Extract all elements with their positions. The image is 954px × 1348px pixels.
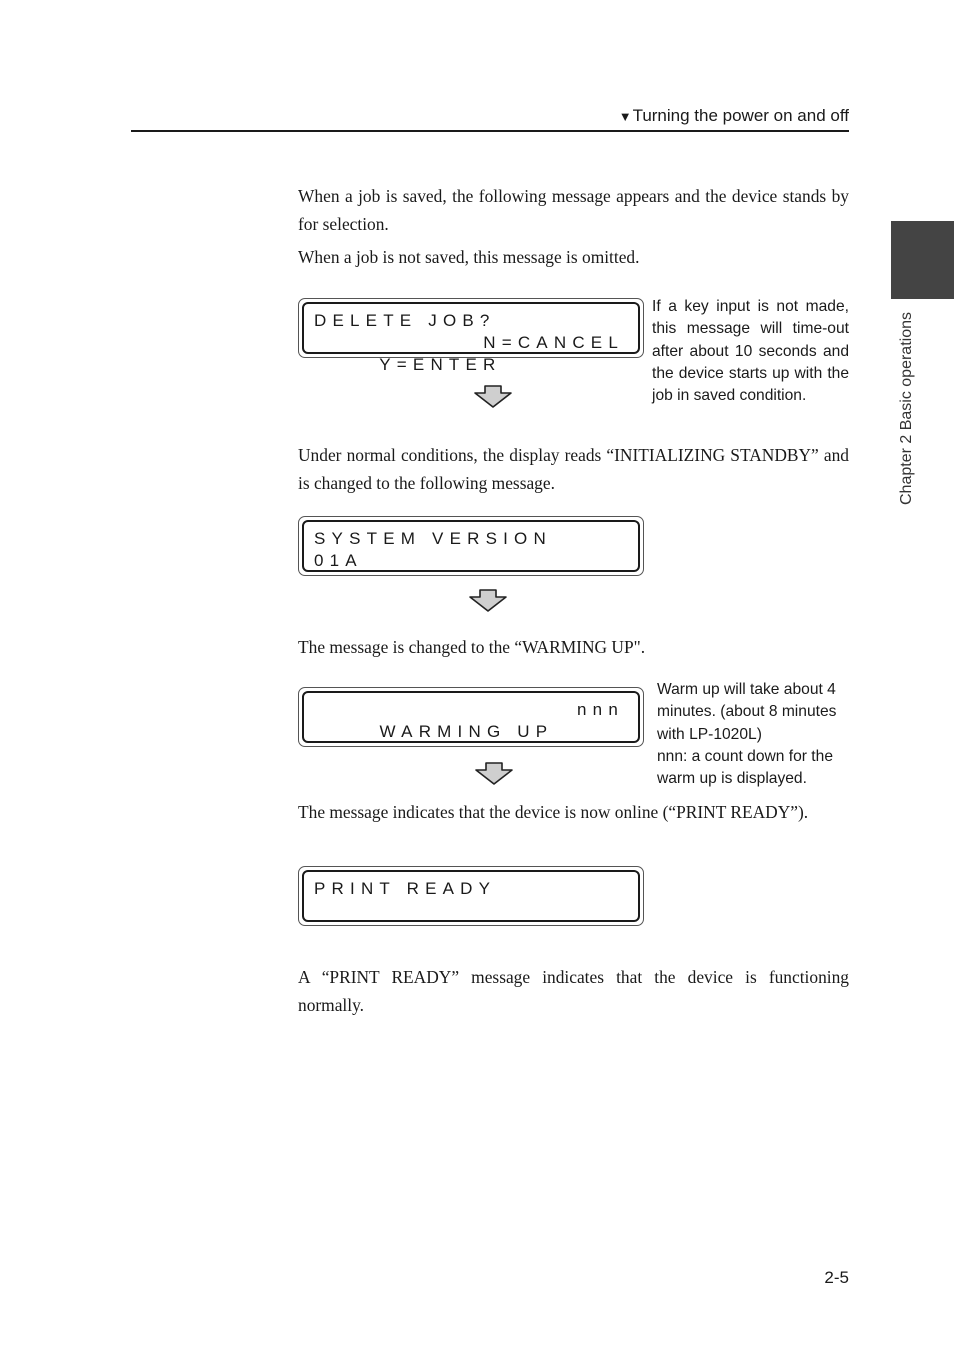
lcd-countdown: nnn	[577, 700, 624, 719]
triangle-marker-icon: ▼	[618, 109, 632, 124]
paragraph-functioning-normally: A “PRINT READY” message indicates that the device is functioning normally.	[298, 967, 849, 1015]
paragraph-warming-up: The message is changed to the “WARMING UP".	[298, 637, 646, 657]
lcd-line-1: PRINT READY	[314, 879, 497, 898]
lcd-system-version	[298, 516, 644, 576]
chapter-tab	[891, 221, 954, 299]
lcd-warming-up	[298, 687, 644, 747]
running-header	[131, 104, 849, 132]
lcd-delete-job	[298, 298, 644, 374]
note-countdown: nnn: a count down for the warm up is displayed.	[657, 747, 833, 788]
paragraph-normal-conditions: Under normal conditions, the display reads “INITIALIZING STANDBY” and is changed to the following message.	[298, 445, 849, 493]
note-delete-job: If a key input is not made, this message will time-out after about 10 seconds and the device starts up with the job in saved condition.	[652, 298, 849, 405]
paragraph-job-saved: When a job is saved, the following message appears and the device stands by for selection.	[298, 186, 849, 234]
lcd-line-2-left: Y=ENTER	[379, 355, 502, 374]
down-arrow-icon	[473, 385, 513, 409]
note-warming-up	[657, 679, 853, 790]
chapter-label: Chapter 2 Basic operations	[898, 312, 915, 505]
lcd-line-2	[314, 332, 624, 374]
down-arrow-icon	[468, 589, 508, 613]
note-warm-up-time: Warm up will take about 4 minutes. (about 8 minutes with LP-1020L)	[657, 681, 837, 743]
lcd-line-2: 01A	[314, 551, 363, 570]
lcd-line-1: SYSTEM VERSION	[314, 529, 552, 548]
page-number: 2-5	[824, 1268, 849, 1287]
paragraph-online: The message indicates that the device is now online (“PRINT READY”).	[298, 802, 809, 822]
paragraph-job-not-saved: When a job is not saved, this message is omitted.	[298, 247, 640, 267]
lcd-line-2-right: N=CANCEL	[483, 333, 624, 352]
section-title: Turning the power on and off	[632, 106, 849, 125]
lcd-line-1: DELETE JOB?	[314, 311, 496, 330]
down-arrow-icon	[474, 762, 514, 786]
lcd-line-1-left: WARMING UP	[379, 722, 554, 741]
lcd-print-ready	[298, 866, 644, 926]
lcd-line-1	[314, 699, 624, 741]
